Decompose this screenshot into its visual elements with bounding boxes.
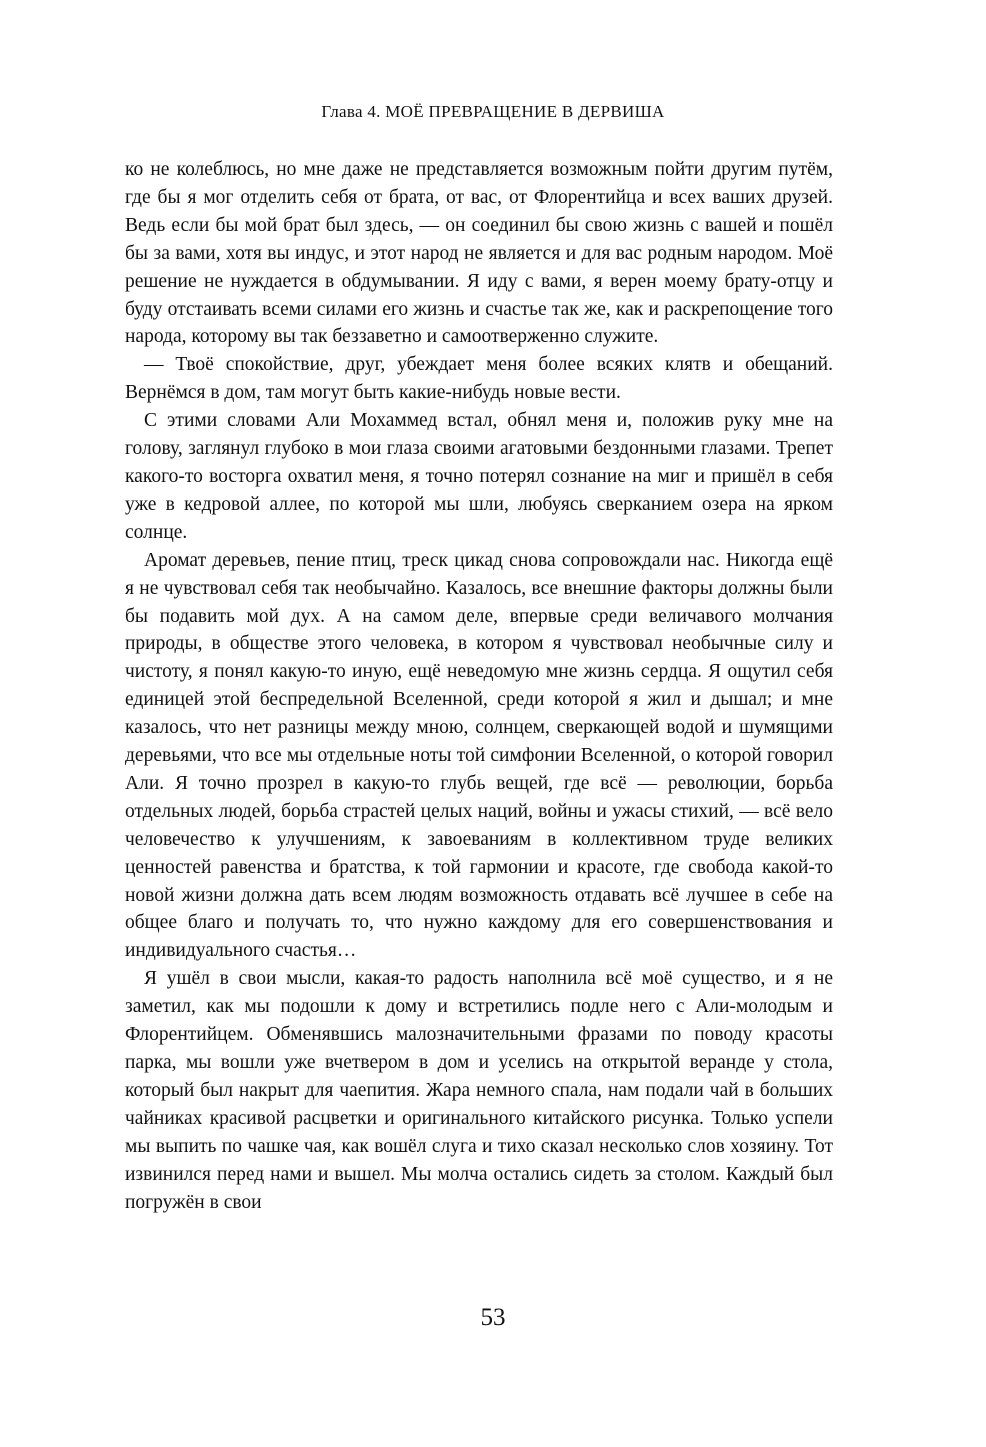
paragraph-dialogue: — Твоё спокойствие, друг, убеждает меня более всяких клятв и обещаний. Вернёмся в дом, там могут быть какие-нибудь новые вести. xyxy=(125,354,833,404)
running-head: Глава 4. МОЁ ПРЕВРАЩЕНИЕ В ДЕРВИША xyxy=(321,102,665,121)
paragraph: С этими словами Али Мохаммед встал, обнял меня и, положив руку мне на голову, заглянул глубоко в мои глаза своими агатовыми бездонными глазами. Трепет какого-то восторга охватил меня, я точно потерял сознание на миг и пришёл в себя уже в кедровой аллее, по которой мы шли, любуясь сверканием озера на ярком солнце. xyxy=(125,410,833,543)
paragraph-continuation: ко не колеблюсь, но мне даже не представляется возможным пойти другим путём, где бы я мог отделить себя от брата, от вас, от Флорентийца и всех ваших друзей. Ведь если бы мой брат был здесь, — он соединил бы свою жизнь с вашей и пошёл бы за вами, хотя вы индус, и этот народ не является и для вас родным народом. Моё решение не нуждается в обдумывании. Я иду с вами, я верен моему брату-отцу и буду отстаивать всеми силами его жизнь и счастье так же, как и раскрепощение того народа, которому вы так беззаветно и самоотверженно служите. xyxy=(125,159,833,348)
paragraph: Аромат деревьев, пение птиц, треск цикад снова сопровождали нас. Никогда ещё я не чувствовал себя так необычайно. Казалось, все внешние факторы должны были бы подавить мой дух. А на самом деле, впервые среди величавого молчания природы, в обществе этого человека, в котором я чувствовал необычные силу и чистоту, я понял какую-то иную, ещё неведомую мне жизнь сердца. Я ощутил себя единицей этой беспредельной Вселенной, среди которой я жил и дышал; и мне казалось, что нет разницы между мною, солнцем, сверкающей водой и шумящими деревьями, что все мы отдельные ноты той симфонии Вселенной, о которой говорил Али. Я точно прозрел в какую-то глубь вещей, где всё — революции, борьба отдельных людей, борьба страстей целых наций, войны и ужасы стихий, — всё вело человечество к улучшениям, к завоеваниям в коллективном труде великих ценностей равенства и братства, к той гармонии и красоте, где свобода какой-то новой жизни должна дать всем людям возможность отдавать всё лучшее в себе на общее благо и получать то, что нужно каждому для его совершенствования и индивидуального счастья… xyxy=(125,549,833,962)
body-text xyxy=(125,156,833,1216)
page-number: 53 xyxy=(480,1304,506,1331)
paragraph: Я ушёл в свои мысли, какая-то радость наполнила всё моё существо, и я не заметил, как мы подошли к дому и встретились подле него с Али-молодым и Флорентийцем. Обменявшись малозначительными фразами по поводу красоты парка, мы вошли уже вчетвером в дом и уселись на открытой веранде у стола, который был накрыт для чаепития. Жара немного спала, нам подали чай в больших чайниках красивой расцветки и оригинального китайского рисунка. Только успели мы выпить по чашке чая, как вошёл слуга и тихо сказал несколько слов хозяину. Тот извинился перед нами и вышел. Мы молча остались сидеть за столом. Каждый был погружён в свои xyxy=(125,968,833,1213)
